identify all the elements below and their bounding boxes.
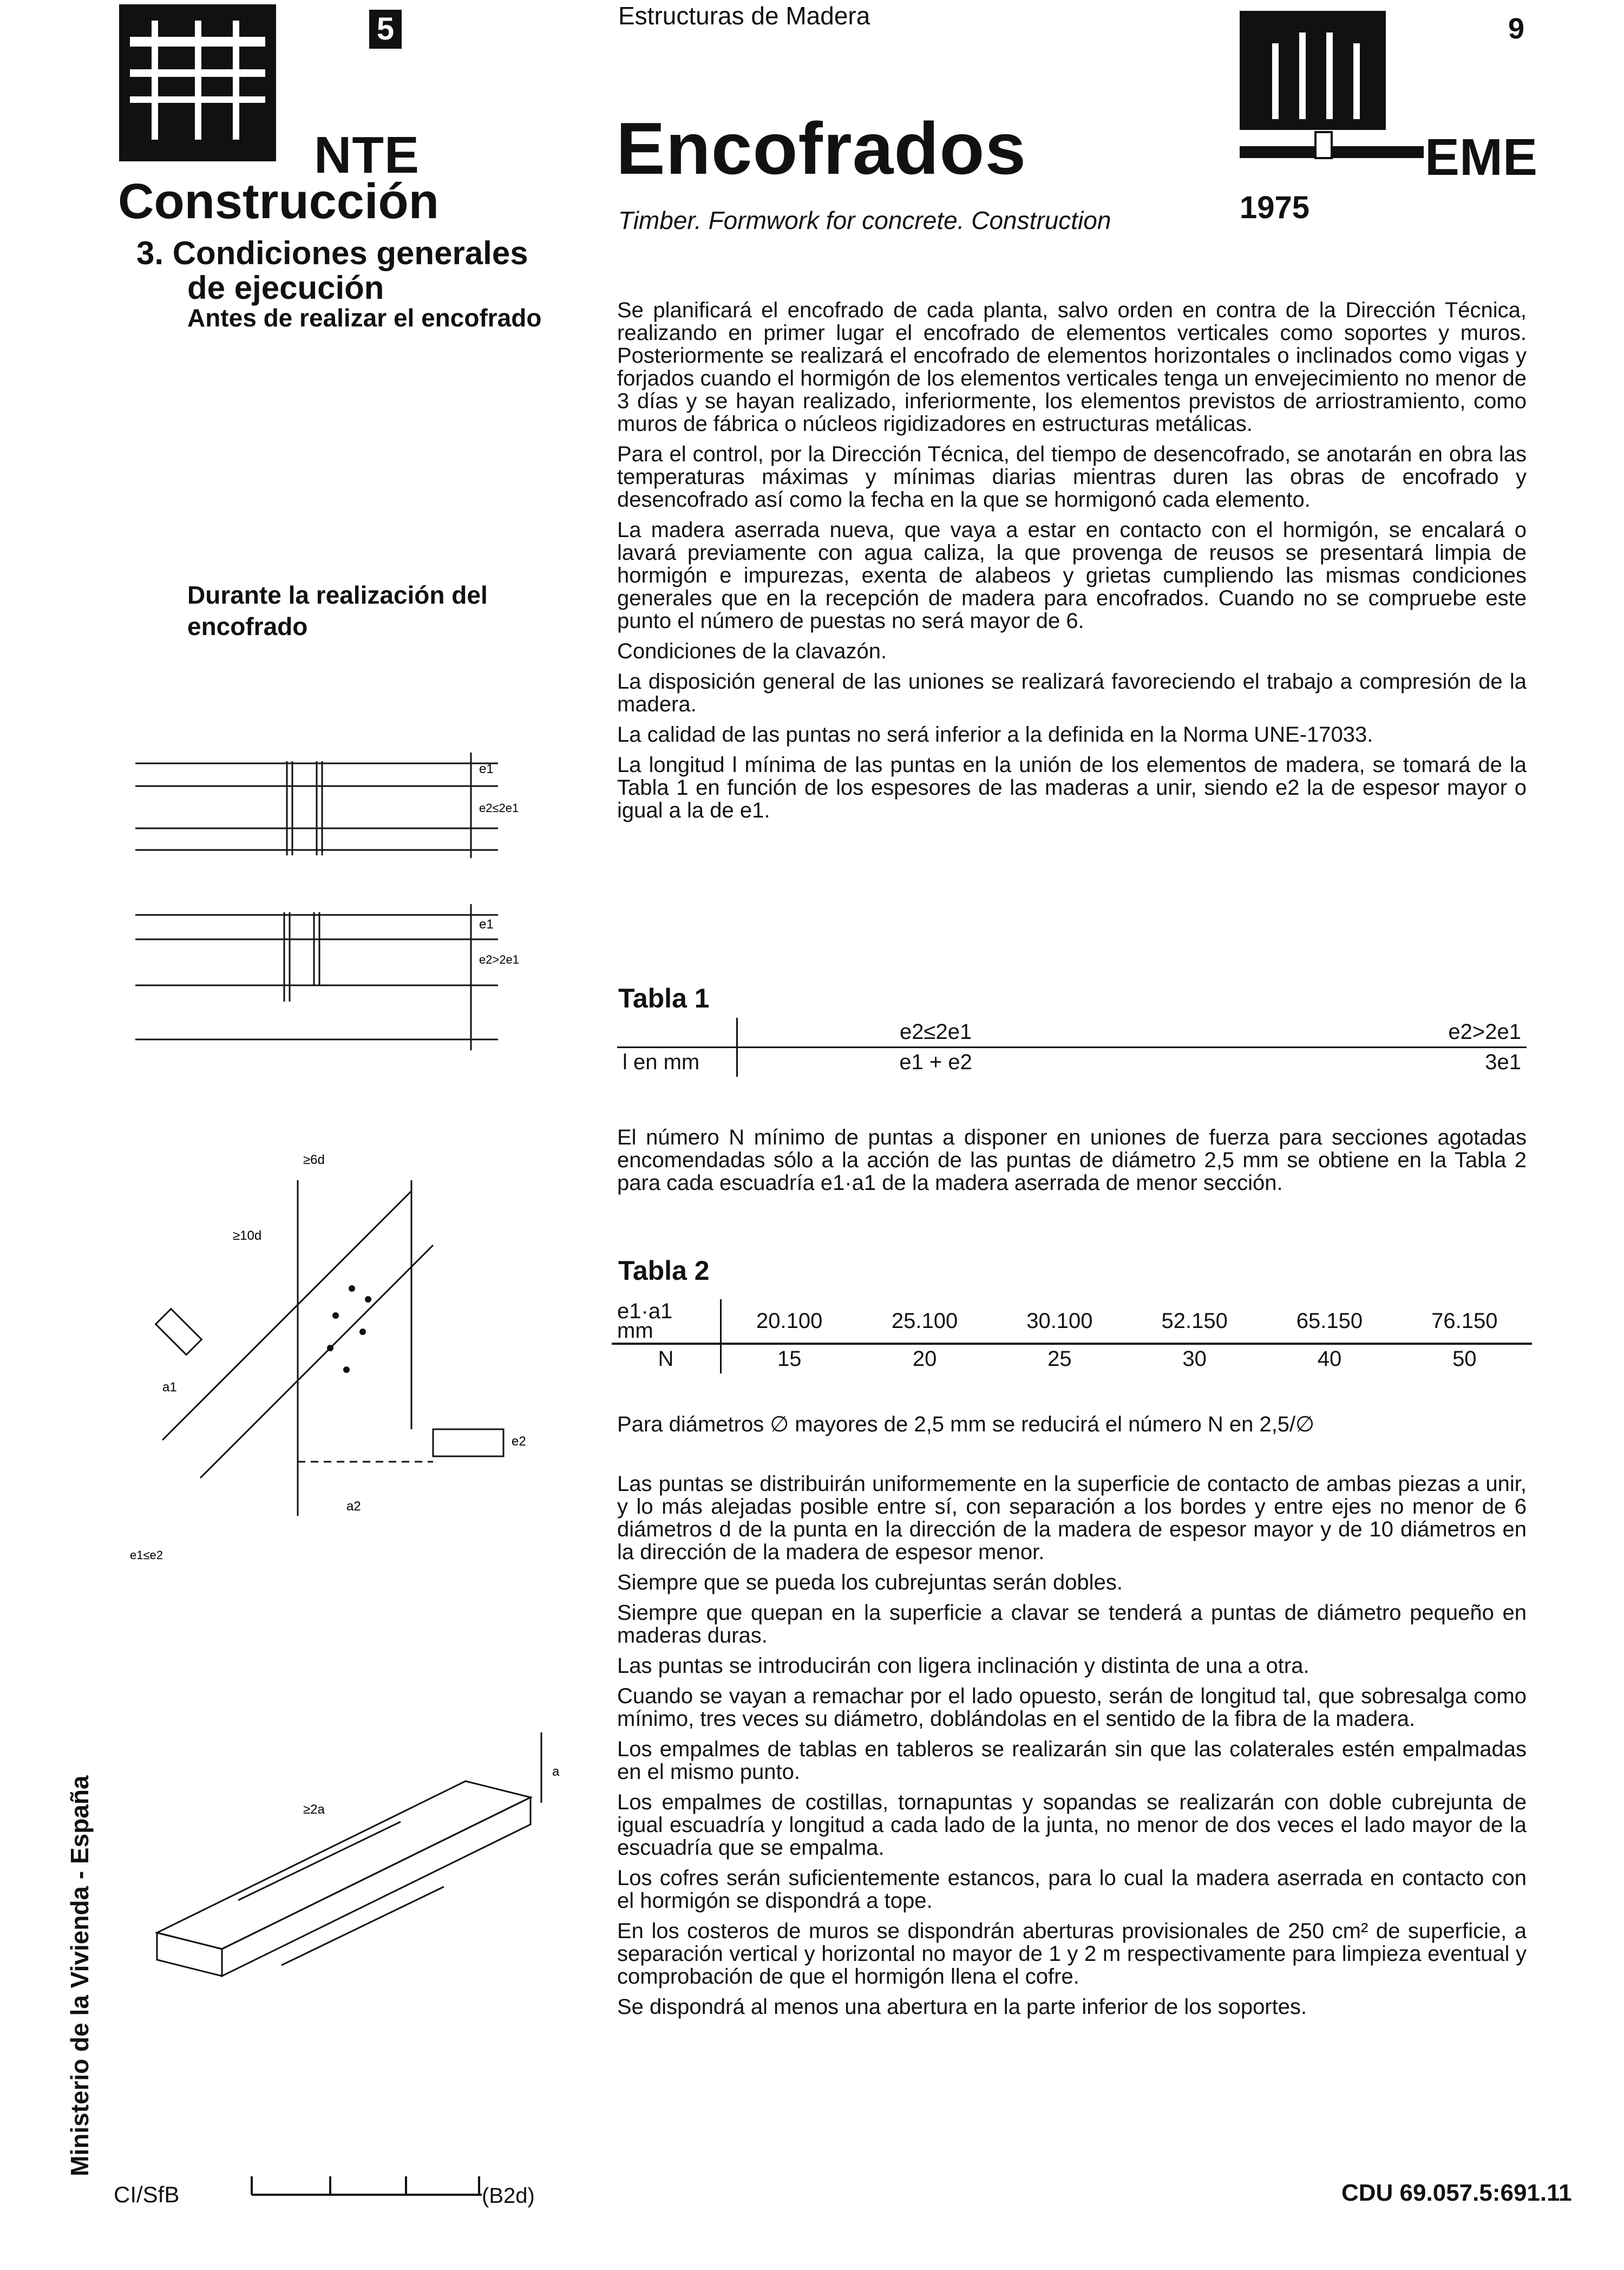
b2d-label: (B2d) — [482, 2184, 535, 2208]
paragraph: Condiciones de la clavazón. — [617, 639, 887, 663]
tabla1-col1: e2≤2e1 — [737, 1018, 1134, 1048]
subheading-during: Durante la realización del encofrado — [187, 581, 488, 640]
cisfb-grid — [249, 2171, 487, 2198]
cisfb-label: CI/SfB — [114, 2182, 180, 2207]
tabla2-size: 25.100 — [891, 1309, 958, 1333]
label-a: a — [552, 1764, 560, 1779]
page-subtitle: Timber. Formwork for concrete. Construction — [618, 206, 1111, 234]
section-badge: 5 — [369, 10, 402, 49]
nte-logo — [119, 4, 276, 161]
paragraph-mid: El número N mínimo de puntas a disponer en uniones de fuerza para secciones agotadas encomendadas sólo a la acción de las puntas de diámetro 2,5 mm se obtiene en la Tabla 2 para cada escuadría e1·a1 de la madera aserrada de menor sección. — [617, 1126, 1527, 1195]
paragraph: Se dispondrá al menos una abertura en la parte inferior de los soportes. — [617, 1995, 1307, 2019]
paragraph: Para el control, por la Dirección Técnica, del tiempo de desencofrado, se anotarán en obra las temperaturas máximas y mínimas diarias mientras duren las obras de encofrado y desencofrado así como la fecha en la que se hormigonó cada elemento. — [617, 442, 1527, 512]
eme-logo — [1240, 11, 1424, 173]
cdu-label: CDU 69.057.5:691.11 — [1341, 2180, 1572, 2206]
splice-diagram — [141, 1722, 585, 2046]
paragraph: Los empalmes de costillas, tornapuntas y sopandas se realizarán con doble cubrejunta de igual escuadría y longitud a cada lado de la junta, no menor de dos veces el lado mayor de la escuadría que se empalma. — [617, 1790, 1527, 1860]
paragraph: Los cofres serán suficientemente estancos, para lo cual la madera aserrada en contacto con el hormigón se dispondrá a tope. — [617, 1866, 1527, 1913]
paragraph: Siempre que se pueda los cubrejuntas serán dobles. — [617, 1571, 1123, 1594]
tabla2-head-label2: mm — [617, 1319, 653, 1343]
paragraph: La disposición general de las uniones se realizará favoreciendo el trabajo a compresión de la madera. — [617, 670, 1527, 716]
tabla2-n: 25 — [1047, 1347, 1072, 1371]
page-number: 9 — [1508, 12, 1525, 45]
year-label: 1975 — [1240, 190, 1310, 225]
label-a1: a1 — [162, 1380, 177, 1395]
tabla1-row-label: l en mm — [617, 1048, 737, 1077]
label-e1: e1 — [479, 762, 494, 776]
paragraph: La longitud l mínima de las puntas en la unión de los elementos de madera, se tomará de la Tabla 1 en función de los espesores de las maderas a unir, siendo e2 la de espesor mayor o igual a la de e1. — [617, 753, 1527, 822]
tabla1 — [617, 1018, 1527, 1077]
tabla2-size: 65.150 — [1296, 1309, 1363, 1333]
tabla2-n: 50 — [1452, 1347, 1477, 1371]
paragraph: Los empalmes de tablas en tableros se realizarán sin que las colaterales estén empalmadas en el mismo punto. — [617, 1737, 1527, 1784]
tabla1-col2: e2>2e1 — [1134, 1018, 1527, 1048]
tabla1-v2: 3e1 — [1485, 1050, 1521, 1074]
paragraph: Cuando se vayan a remachar por el lado opuesto, serán de longitud tal, que sobresalga como mínimo, tres veces su diámetro, doblándolas en el sentido de la fibra de la madera. — [617, 1684, 1527, 1731]
paragraph: La madera aserrada nueva, que vaya a estar en contacto con el hormigón, se encalará o lavará previamente con agua caliza, la que provenga de reusos se presentará limpia de hormigón e impurezas, exenta de alabeos y grietas cumpliendo las mismas condiciones generales que en la recepción de madera para encofrados. Cuando no se compruebe este punto el número de puestas no será mayor de 6. — [617, 518, 1527, 633]
tabla1-v1: e1 + e2 — [899, 1050, 972, 1074]
subheading-before: Antes de realizar el encofrado — [187, 304, 542, 332]
construccion-label: Construcción — [118, 174, 439, 229]
label-a2: a2 — [346, 1499, 361, 1514]
page-title: Encofrados — [616, 107, 1027, 189]
tabla2-n: 30 — [1182, 1347, 1207, 1371]
body-text-a — [617, 299, 1527, 829]
nte-label: NTE — [314, 126, 420, 184]
label-e2-gt: e2>2e1 — [479, 953, 520, 966]
tabla2-label: Tabla 2 — [618, 1255, 710, 1286]
section-title-line1: 3. Condiciones generales — [136, 235, 528, 271]
section-title-line2: de ejecución — [187, 270, 384, 306]
tabla2-n: 20 — [912, 1347, 937, 1371]
ministry-label: Ministerio de la Vivienda - España — [66, 1775, 94, 2176]
paragraph: En los costeros de muros se dispondrán aberturas provisionales de 250 cm² de superficie, a separación vertical y horizontal no mayor de 1 y 2 m respectivamente para limpieza eventual y comprobación de que el hormigón llena el cofre. — [617, 1919, 1527, 1988]
tabla2-size: 30.100 — [1026, 1309, 1093, 1333]
joint-diagram — [108, 1137, 595, 1570]
paragraph: Las puntas se distribuirán uniformemente en la superficie de contacto de ambas piezas a unir, y lo más alejadas posible entre sí, con separación a los bordes y entre ejes no menor de 6 diámetros d de la punta en la dirección de la madera de espesor mayor y de 10 diámetros en la dirección de la madera de espesor menor. — [617, 1472, 1527, 1564]
tabla2-n: 15 — [777, 1347, 802, 1371]
tabla2-size: 76.150 — [1431, 1309, 1498, 1333]
paragraph: Se planificará el encofrado de cada planta, salvo orden en contra de la Dirección Técnica, realizando en primer lugar el encofrado de elementos verticales como soportes y muros. Posteriormente se realizará el encofrado de elementos horizontales o inclinados como vigas y forjados cuando el hormigón de los elementos verticales tenga un envejecimiento no menor de 3 días y se hayan realizado, inferiormente, los elementos previstos de arriostramiento, como muros de fábrica o núcleos rigidizadores en estructuras metálicas. — [617, 298, 1527, 436]
tabla1-label: Tabla 1 — [618, 983, 710, 1013]
series-title: Estructuras de Madera — [618, 2, 870, 30]
diameter-note: Para diámetros ∅ mayores de 2,5 mm se reducirá el número N en 2,5/∅ — [617, 1412, 1315, 1436]
paragraph: Las puntas se introducirán con ligera inclinación y distinta de una a otra. — [617, 1654, 1309, 1678]
label-e1b: e1 — [479, 917, 494, 932]
body-text-b — [617, 1473, 1527, 2026]
tabla2 — [612, 1299, 1532, 1373]
tabla2-head — [612, 1299, 721, 1344]
label-6d: ≥6d — [303, 1153, 325, 1167]
label-e2: e2 — [512, 1434, 526, 1449]
label-e1-le-e2: e1≤e2 — [130, 1548, 163, 1562]
tabla2-n: 40 — [1317, 1347, 1342, 1371]
label-e2-le: e2≤2e1 — [479, 801, 519, 815]
section-title — [136, 236, 528, 305]
paragraph: La calidad de las puntas no será inferior a la definida en la Norma UNE-17033. — [617, 723, 1373, 747]
paragraph: Siempre que quepan en la superficie a clavar se tenderá a puntas de diámetro pequeño en maderas duras. — [617, 1601, 1527, 1647]
tabla2-head-label1: e1·a1 — [617, 1299, 673, 1323]
tabla2-n-label: N — [612, 1344, 721, 1373]
label-10d: ≥10d — [233, 1228, 262, 1243]
tabla2-size: 52.150 — [1161, 1309, 1228, 1333]
nail-diagram — [130, 747, 595, 1072]
label-2a: ≥2a — [303, 1802, 325, 1817]
code-label: EME — [1425, 128, 1538, 186]
tabla2-size: 20.100 — [756, 1309, 823, 1333]
